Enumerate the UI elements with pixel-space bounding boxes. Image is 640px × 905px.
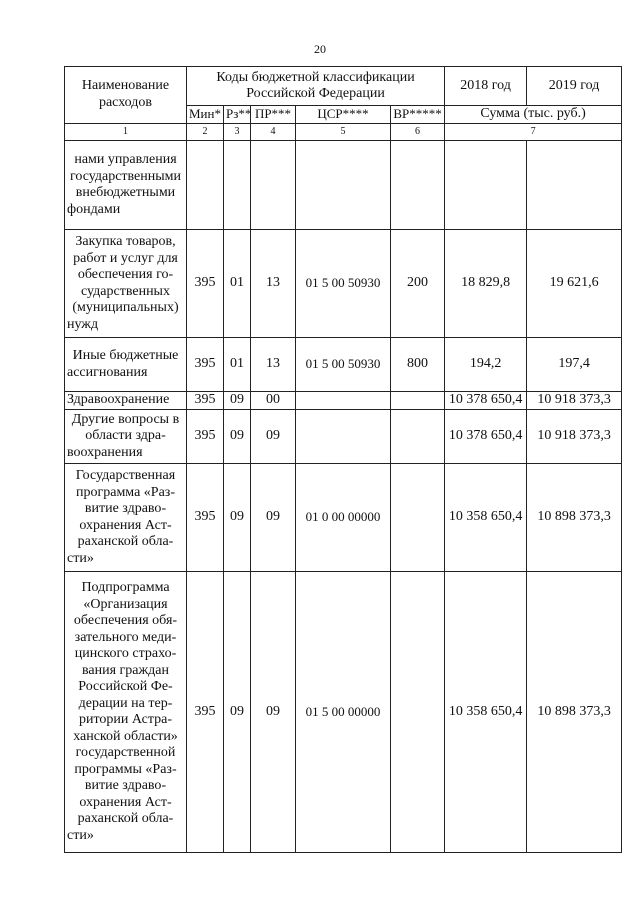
- index-row: [65, 123, 622, 141]
- row-vr-cell: [391, 464, 445, 572]
- row-name-cell: нами управления государственными внебюджетными фондами: [65, 141, 187, 230]
- header-sum: Сумма (тыс. руб.): [445, 106, 622, 124]
- row-2019-cell: 10 898 373,3: [527, 464, 622, 572]
- row-pr-cell: 09: [251, 572, 296, 853]
- row-2019-cell: 197,4: [527, 338, 622, 392]
- row-vr-cell: [391, 410, 445, 464]
- row-rz-cell: 01: [224, 338, 251, 392]
- row-vr-cell: [391, 572, 445, 853]
- table-row: [65, 141, 622, 230]
- header-vr: ВР*****: [391, 106, 445, 124]
- row-2018-cell: 10 378 650,4: [445, 392, 527, 410]
- index-cell: 2: [187, 123, 224, 141]
- header-csr: ЦСР****: [296, 106, 391, 124]
- index-cell: 1: [65, 123, 187, 141]
- row-2019-cell: 19 621,6: [527, 230, 622, 338]
- row-2019-cell: 10 918 373,3: [527, 410, 622, 464]
- row-pr-cell: 09: [251, 410, 296, 464]
- header-rz: Рз**: [224, 106, 251, 124]
- row-csr-cell: [296, 392, 391, 410]
- index-cell: 7: [445, 123, 622, 141]
- row-name-cell: Другие вопросы в области здравоохранения: [65, 410, 187, 464]
- row-rz-cell: 01: [224, 230, 251, 338]
- row-pr-cell: 00: [251, 392, 296, 410]
- row-rz-cell: [224, 141, 251, 230]
- table-row: [65, 410, 622, 464]
- header-codes-group: Коды бюджетной классификации Российской Федерации: [187, 67, 445, 106]
- row-rz-cell: 09: [224, 572, 251, 853]
- table-row: [65, 230, 622, 338]
- row-csr-cell: [296, 410, 391, 464]
- row-name-cell: Здравоохранение: [65, 392, 187, 410]
- index-cell: 4: [251, 123, 296, 141]
- row-vr-cell: 200: [391, 230, 445, 338]
- row-2018-cell: 10 358 650,4: [445, 464, 527, 572]
- row-rz-cell: 09: [224, 464, 251, 572]
- table-row: [65, 464, 622, 572]
- row-vr-cell: 800: [391, 338, 445, 392]
- row-pr-cell: 13: [251, 230, 296, 338]
- row-2019-cell: [527, 141, 622, 230]
- row-min-cell: 395: [187, 230, 224, 338]
- row-2019-cell: 10 918 373,3: [527, 392, 622, 410]
- row-min-cell: 395: [187, 572, 224, 853]
- index-cell: 5: [296, 123, 391, 141]
- row-min-cell: 395: [187, 392, 224, 410]
- budget-table: [64, 66, 622, 853]
- header-year-2018: 2018 год: [445, 67, 527, 106]
- row-rz-cell: 09: [224, 392, 251, 410]
- row-csr-cell: 01 5 00 00000: [296, 572, 391, 853]
- row-min-cell: [187, 141, 224, 230]
- row-2018-cell: 10 378 650,4: [445, 410, 527, 464]
- table-row: [65, 338, 622, 392]
- row-name-cell: Подпрограмма «Организация обеспечения обязательного медицинского страхования граждан Российской Федерации на территории Астраханской области» государственной программы «Развитие здравоохранения Астраханской области»: [65, 572, 187, 853]
- table-row: [65, 392, 622, 410]
- row-vr-cell: [391, 392, 445, 410]
- row-2019-cell: 10 898 373,3: [527, 572, 622, 853]
- page-number: 20: [314, 42, 326, 56]
- row-2018-cell: [445, 141, 527, 230]
- row-csr-cell: 01 0 00 00000: [296, 464, 391, 572]
- header-pr: ПР***: [251, 106, 296, 124]
- header-year-2019: 2019 год: [527, 67, 622, 106]
- row-name-cell: Государственная программа «Развитие здравоохранения Астраханской области»: [65, 464, 187, 572]
- row-pr-cell: 09: [251, 464, 296, 572]
- header-min: Мин*: [187, 106, 224, 124]
- row-vr-cell: [391, 141, 445, 230]
- row-min-cell: 395: [187, 338, 224, 392]
- row-rz-cell: 09: [224, 410, 251, 464]
- row-min-cell: 395: [187, 464, 224, 572]
- header-row-top: [65, 67, 622, 106]
- row-2018-cell: 18 829,8: [445, 230, 527, 338]
- index-cell: 6: [391, 123, 445, 141]
- row-name-cell: Иные бюджетные ассигнования: [65, 338, 187, 392]
- row-name-cell: Закупка товаров, работ и услуг для обеспечения государственных (муниципальных) нужд: [65, 230, 187, 338]
- row-2018-cell: 194,2: [445, 338, 527, 392]
- row-csr-cell: 01 5 00 50930: [296, 338, 391, 392]
- row-2018-cell: 10 358 650,4: [445, 572, 527, 853]
- row-csr-cell: [296, 141, 391, 230]
- header-name-column: Наименование расходов: [65, 67, 187, 124]
- row-min-cell: 395: [187, 410, 224, 464]
- row-pr-cell: [251, 141, 296, 230]
- table-row: [65, 572, 622, 853]
- row-csr-cell: 01 5 00 50930: [296, 230, 391, 338]
- index-cell: 3: [224, 123, 251, 141]
- row-pr-cell: 13: [251, 338, 296, 392]
